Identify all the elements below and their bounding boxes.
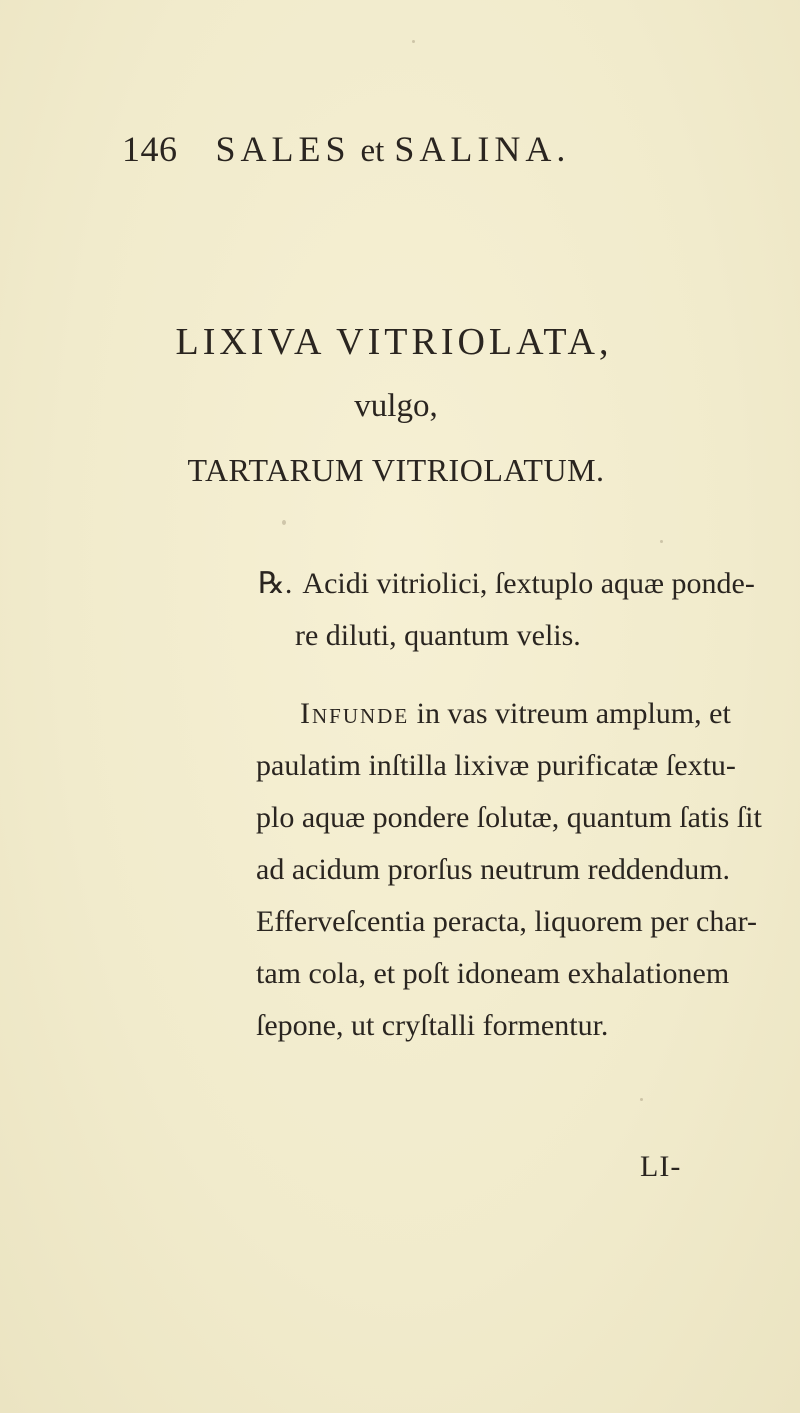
recipe-line-2: re diluti, quantum velis.	[295, 619, 581, 652]
paragraph-line: tam cola, et poſt idoneam exhalationem	[256, 957, 730, 990]
running-head-word-salina: SALINA.	[394, 129, 571, 169]
paragraph-line-1	[300, 688, 731, 740]
recipe-line-1	[258, 558, 755, 610]
paragraph-line: paulatim inſtilla lixivæ purificatæ ſextu-	[256, 749, 736, 782]
paper-speck	[412, 40, 415, 43]
section-title: LIXIVA VITRIOLATA,	[175, 321, 613, 363]
catchword: LI-	[640, 1150, 682, 1183]
paragraph-line: ſepone, ut cryſtalli formentur.	[256, 1009, 609, 1042]
paper-speck	[282, 520, 286, 525]
running-head-et: et	[360, 133, 385, 169]
section-vulgo: vulgo,	[354, 388, 438, 424]
paragraph-line: plo aquæ pondere ſolutæ, quantum ſatis ſit	[256, 801, 762, 834]
recipe-symbol: ℞.	[258, 567, 293, 600]
paragraph-first-word: Infunde	[300, 697, 410, 730]
running-head-word-sales: SALES	[215, 129, 351, 169]
running-head	[122, 128, 570, 170]
paragraph-line: Efferveſcentia peracta, liquorem per char-	[256, 905, 758, 938]
paragraph-line: ad acidum prorſus neutrum reddendum.	[256, 853, 731, 886]
paper-speck	[660, 540, 663, 543]
paper-speck	[640, 1098, 643, 1101]
section-subtitle: TARTARUM VITRIOLATUM.	[187, 452, 605, 488]
paragraph-line-1-rest: in vas vitreum amplum, et	[409, 697, 731, 730]
recipe-text-1: Acidi vitriolici, ſextuplo aquæ ponde-	[302, 567, 755, 600]
page-number: 146	[122, 129, 178, 169]
